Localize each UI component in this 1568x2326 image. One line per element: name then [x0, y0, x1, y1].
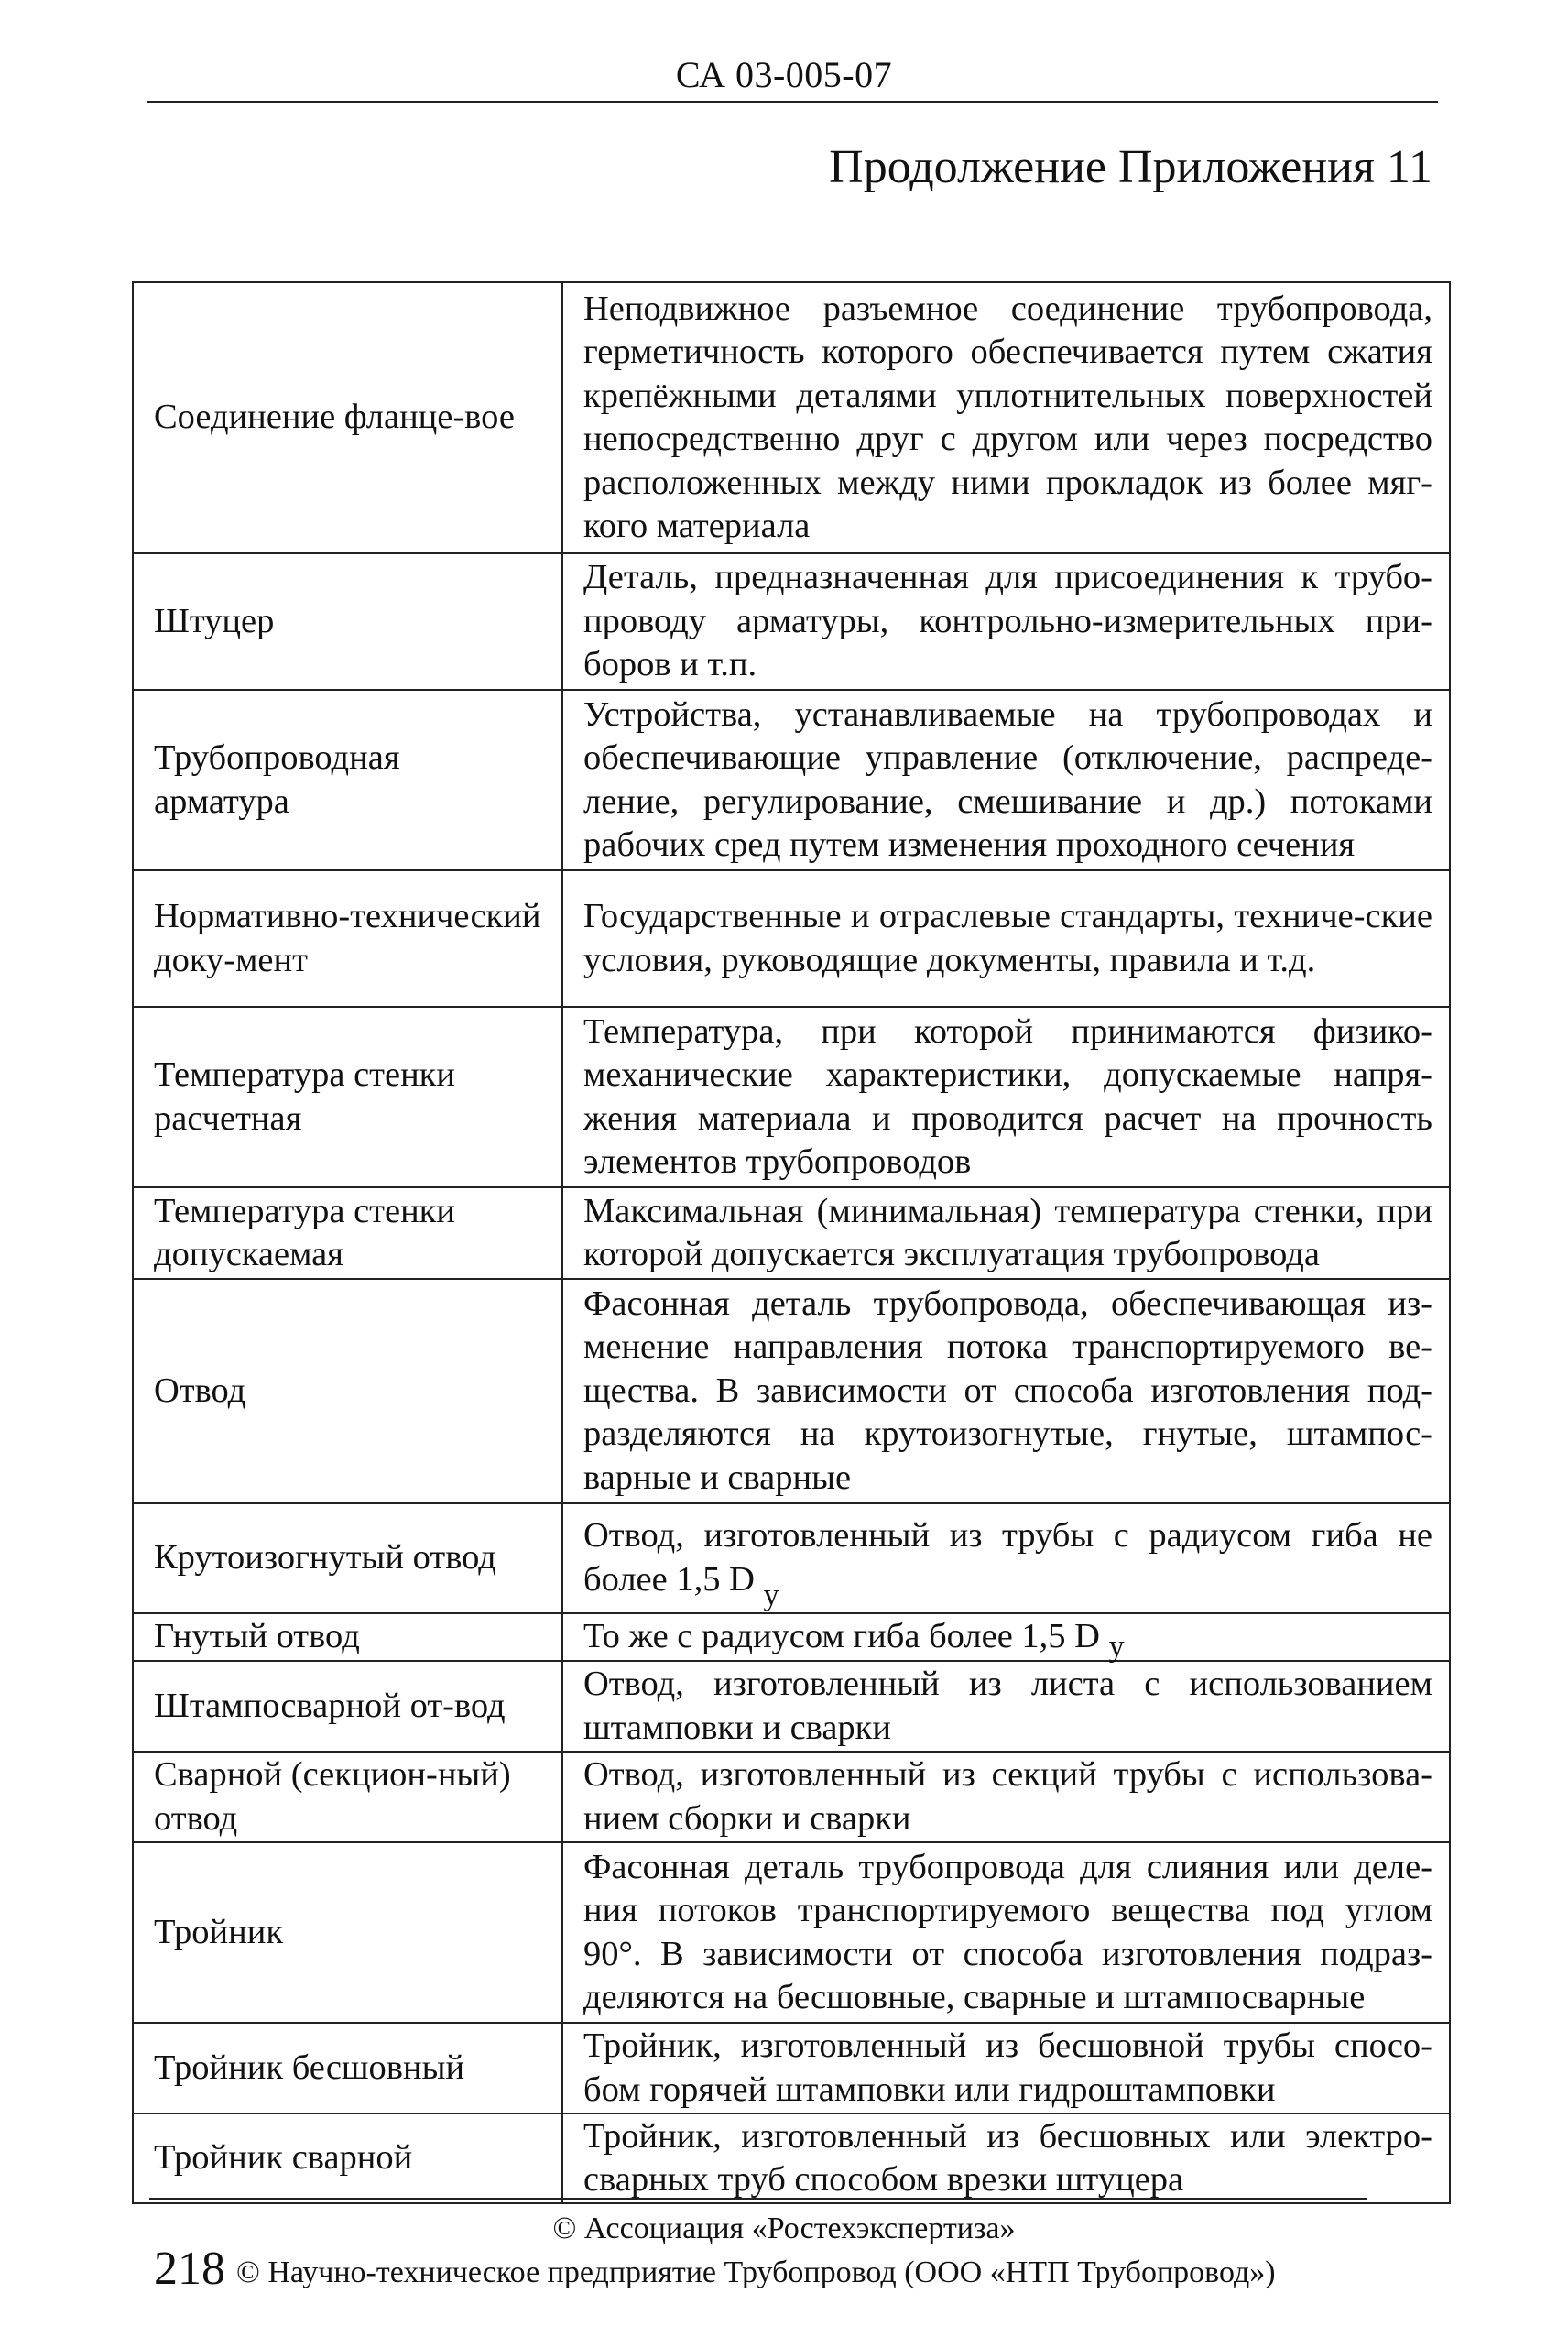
- term-cell: [133, 1842, 562, 2023]
- term-cell: [133, 2023, 562, 2113]
- definition-text: Отвод, изготовленный из листа с использованием штамповки и сварки: [583, 1665, 1432, 1747]
- term-text: Гнутый отвод: [154, 1617, 360, 1656]
- table-row: [133, 2113, 1450, 2203]
- definition-text: Температура, при которой принимаются физико-механические характеристики, допускаемые напря-жения материала и проводится расчет на прочность элементов трубопроводов: [583, 1011, 1432, 1181]
- table-row: [133, 1752, 1450, 1842]
- definition-cell: [562, 1503, 1450, 1613]
- term-cell: [133, 2113, 562, 2203]
- table-row: [133, 282, 1450, 553]
- page-number: 218: [154, 2243, 225, 2295]
- definition-cell: [562, 1613, 1450, 1664]
- definition-cell: [562, 2023, 1450, 2113]
- definition-text: Максимальная (минимальная) температура стенки, при которой допускается эксплуатация трубопровода: [583, 1191, 1432, 1273]
- term-cell: [133, 1503, 562, 1613]
- definition-cell: [562, 1842, 1450, 2023]
- definition-text: [583, 1615, 1432, 1664]
- term-text: Отвод: [154, 1370, 246, 1410]
- term-cell: [133, 1187, 562, 1279]
- definition-text: Неподвижное разъемное соединение трубопровода, герметичность которого обеспечивается путем сжатия крепёжными деталями уплотнительных поверхностей непосредственно друг с другом или через посредство расположенных между ними прокладок из более мяг-кого материала: [583, 289, 1432, 545]
- definition-text: Деталь, предназначенная для присоединения к трубо-проводу арматуры, контрольно-измерительных при-боров и т.п.: [583, 558, 1432, 684]
- term-cell: [133, 870, 562, 1007]
- definition-cell: [562, 1661, 1450, 1752]
- table-row: [133, 2023, 1450, 2113]
- definition-cell: [562, 1752, 1450, 1842]
- term-cell: [133, 1752, 562, 1842]
- definition-text: Отвод, изготовленный из секций трубы с использова-нием сборки и сварки: [583, 1755, 1432, 1838]
- table-row: [133, 1842, 1450, 2023]
- definition-text: Государственные и отраслевые стандарты, техниче-ские условия, руководящие документы, правила и т.д.: [583, 897, 1432, 979]
- term-text: Тройник: [154, 1912, 284, 1951]
- table-row: [133, 1187, 1450, 1279]
- definition-text: Фасонная деталь трубопровода для слияния или деле-ния потоков транспортируемого вещества под углом 90°. В зависимости от способа изготовления подраз-деляются на бесшовные, сварные и штампосварные: [583, 1847, 1432, 2016]
- term-text: Тройник бесшовный: [154, 2048, 465, 2087]
- table-row: [133, 870, 1450, 1007]
- definition-text: Устройства, устанавливаемые на трубопроводах и обеспечивающие управление (отключение, распреде-ление, регулирование, смешивание и др.) потоками рабочих сред путем изменения проходного сечения: [583, 694, 1432, 864]
- term-cell: [133, 1279, 562, 1503]
- term-text: Трубопроводная арматура: [154, 738, 400, 821]
- table-row: [133, 1503, 1450, 1613]
- table-row: [133, 1007, 1450, 1187]
- term-text: Тройник сварной: [154, 2138, 413, 2178]
- subscript: у: [763, 1578, 779, 1612]
- definition-text: Тройник, изготовленный из бесшовных или электро-сварных труб способом врезки штуцера: [583, 2116, 1432, 2199]
- header-divider: [147, 101, 1438, 103]
- footer-copyright-enterprise: © Научно-техническое предприятие Трубопровод (ООО «НТП Трубопровод»): [236, 2255, 1276, 2289]
- definition-main: То же с радиусом гиба более 1,5 D: [583, 1616, 1100, 1655]
- definition-text: Фасонная деталь трубопровода, обеспечивающая из-менение направления потока транспортируемого ве-щества. В зависимости от способа изготовления под-разделяются на крутоизогнутые, гнутые, штампос-варные и сварные: [583, 1283, 1432, 1497]
- term-text: Нормативно-технический доку-мент: [154, 897, 541, 979]
- subscript: у: [1108, 1629, 1125, 1664]
- definition-text: [583, 1514, 1432, 1612]
- term-cell: [133, 1613, 562, 1661]
- table-row: [133, 553, 1450, 690]
- footer-divider: [149, 2198, 1367, 2200]
- term-cell: [133, 690, 562, 870]
- definition-cell: [562, 690, 1450, 870]
- term-text: Температура стенки расчетная: [154, 1055, 455, 1138]
- definition-cell: [562, 1187, 1450, 1279]
- term-cell: [133, 553, 562, 690]
- table-row: [133, 1613, 1450, 1661]
- footer-copyright-association: © Ассоциация «Ростехэкспертиза»: [552, 2211, 1016, 2245]
- definition-text: Тройник, изготовленный из бесшовной трубы спосо-бом горячей штамповки или гидроштамповки: [583, 2026, 1432, 2109]
- definition-cell: [562, 553, 1450, 690]
- table-row: [133, 1279, 1450, 1503]
- term-text: Соединение фланце-вое: [154, 398, 515, 437]
- term-text: Сварной (секцион-ный) отвод: [154, 1755, 511, 1838]
- term-cell: [133, 282, 562, 553]
- definition-cell: [562, 870, 1450, 1007]
- term-cell: [133, 1661, 562, 1752]
- table-row: [133, 1661, 1450, 1752]
- term-text: Штуцер: [154, 601, 275, 640]
- terms-table: [132, 281, 1451, 2204]
- section-title: Продолжение Приложения 11: [829, 141, 1432, 193]
- definition-cell: [562, 1279, 1450, 1503]
- document-code: СА 03-005-07: [675, 54, 893, 95]
- term-text: Штампосварной от-вод: [154, 1686, 506, 1725]
- term-text: Температура стенки допускаемая: [154, 1191, 455, 1273]
- table-row: [133, 690, 1450, 870]
- definition-main: Отвод, изготовленный из трубы с радиусом гиба не более 1,5 D: [583, 1516, 1432, 1599]
- term-text: Крутоизогнутый отвод: [154, 1538, 496, 1578]
- definition-cell: [562, 282, 1450, 553]
- definition-cell: [562, 2113, 1450, 2203]
- definition-cell: [562, 1007, 1450, 1187]
- term-cell: [133, 1007, 562, 1187]
